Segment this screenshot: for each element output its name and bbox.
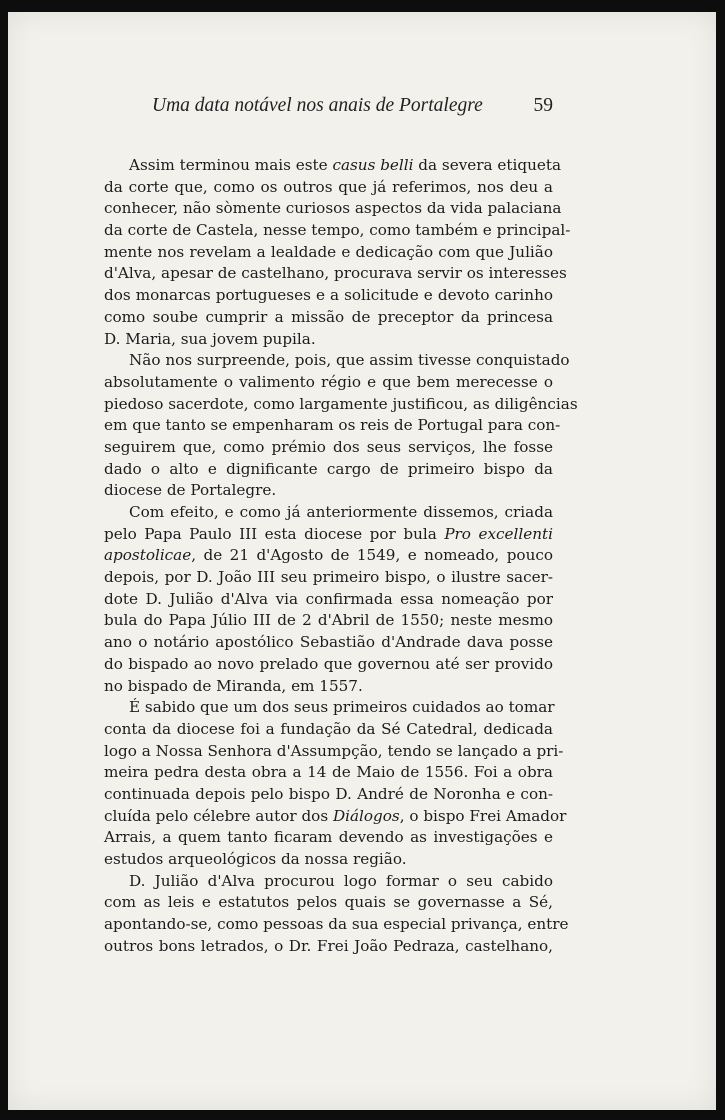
text-line xyxy=(104,394,578,416)
text-line xyxy=(104,762,553,784)
paragraph xyxy=(104,697,567,871)
text-run: conhecer, não sòmente curiosos aspectos da vida palaciana xyxy=(104,199,562,218)
text-line xyxy=(104,502,553,524)
text-run: logo a Nossa Senhora d'Assumpção, tendo se lançado a pri- xyxy=(104,741,564,760)
running-title: Uma data notável nos anais de Portalegre xyxy=(152,95,483,116)
text-line xyxy=(104,220,571,242)
text-run: Com efeito, e como já anteriormente dissemos, criada xyxy=(129,503,553,521)
text-line xyxy=(104,263,567,285)
text-line xyxy=(104,372,553,394)
text-line xyxy=(104,415,561,437)
paragraph xyxy=(104,350,578,502)
text-line xyxy=(104,177,553,199)
text-line xyxy=(104,350,570,372)
text-line xyxy=(104,307,553,329)
text-line xyxy=(104,198,562,220)
text-run: cluída pelo célebre autor dos xyxy=(104,806,333,825)
text-line xyxy=(104,741,564,763)
text-line xyxy=(104,936,553,958)
text-line xyxy=(104,806,567,828)
paragraph xyxy=(104,871,569,958)
text-line xyxy=(104,459,553,481)
text-run: no bispado de Miranda, em 1557. xyxy=(104,676,363,695)
book-page xyxy=(8,12,716,1110)
italic-text: casus belli xyxy=(332,156,414,174)
text-run: como soube cumprir a missão de preceptor da princesa xyxy=(104,307,553,326)
text-run: dote D. Julião d'Alva via confirmada essa nomeação por xyxy=(104,589,553,608)
text-run: Arrais, a quem tanto ficaram devendo as investigações e xyxy=(104,828,553,847)
text-line xyxy=(104,242,553,264)
text-line xyxy=(104,871,553,893)
italic-text: Diálogos xyxy=(332,806,400,825)
text-run: continuada depois pelo bispo D. André de Noronha e con- xyxy=(104,784,553,803)
text-line xyxy=(104,784,553,806)
text-run: outros bons letrados, o Dr. Frei João Pedraza, castelhano, xyxy=(104,936,553,955)
text-run: D. Julião d'Alva procurou logo formar o seu cabido xyxy=(129,871,553,890)
text-line xyxy=(104,155,562,177)
text-run: da corte que, como os outros que já referimos, nos deu a xyxy=(104,177,553,196)
page-number: 59 xyxy=(533,95,553,116)
body-text xyxy=(104,155,578,957)
text-run: do bispado ao novo prelado que governou até ser provido xyxy=(104,654,553,673)
text-run: pelo Papa Paulo III esta diocese por bula xyxy=(104,524,445,543)
text-line xyxy=(104,567,553,589)
text-line xyxy=(104,849,553,871)
text-run: dos monarcas portugueses e a solicitude e devoto carinho xyxy=(104,286,553,305)
text-run: , o bispo Frei Amador xyxy=(399,806,567,825)
text-line xyxy=(104,632,553,654)
text-run: D. Maria, sua jovem pupila. xyxy=(104,329,316,348)
italic-text: Pro excellenti xyxy=(444,524,553,543)
text-line xyxy=(104,827,553,849)
text-run: depois, por D. João III seu primeiro bispo, o ilustre sacer- xyxy=(104,568,553,587)
text-run: estudos arqueológicos da nossa região. xyxy=(104,850,407,868)
text-run: da severa etiqueta xyxy=(413,156,562,174)
paragraph xyxy=(104,502,553,697)
text-run: ano o notário apostólico Sebastião d'Andrade dava posse xyxy=(104,633,553,652)
text-run: seguirem que, como prémio dos seus serviços, lhe fosse xyxy=(104,437,553,456)
text-line xyxy=(104,676,553,698)
text-run: em que tanto se empenharam os reis de Portugal para con- xyxy=(104,416,561,435)
text-run: absolutamente o valimento régio e que bem merecesse o xyxy=(104,372,553,391)
text-line xyxy=(104,285,553,307)
text-run: Assim terminou mais este xyxy=(129,156,333,174)
text-run: piedoso sacerdote, como largamente justificou, as diligências xyxy=(104,394,578,413)
text-line xyxy=(104,545,553,567)
text-line xyxy=(104,437,553,459)
paragraph xyxy=(104,155,571,350)
text-line xyxy=(104,524,553,546)
text-run: , de 21 d'Agosto de 1549, e nomeado, pouco xyxy=(191,546,553,565)
text-run: dado o alto e dignificante cargo de primeiro bispo da xyxy=(104,459,553,478)
text-line xyxy=(104,654,553,676)
text-run: apontando-se, como pessoas da sua especial privança, entre xyxy=(104,915,569,934)
text-run: Não nos surpreende, pois, que assim tivesse conquistado xyxy=(129,351,570,370)
text-run: diocese de Portalegre. xyxy=(104,481,277,500)
text-line xyxy=(104,610,553,632)
text-run: meira pedra desta obra a 14 de Maio de 1556. Foi a obra xyxy=(104,763,553,782)
italic-text: apostolicae xyxy=(104,546,192,565)
text-run: mente nos revelam a lealdade e dedicação com que Julião xyxy=(104,242,553,261)
text-line xyxy=(104,719,553,741)
text-line xyxy=(104,589,553,611)
text-run: com as leis e estatutos pelos quais se governasse a Sé, xyxy=(104,893,553,912)
text-run: É sabido que um dos seus primeiros cuidados ao tomar xyxy=(129,698,555,717)
page-header xyxy=(108,95,553,121)
text-run: conta da diocese foi a fundação da Sé Catedral, dedicada xyxy=(104,719,553,738)
text-run: da corte de Castela, nesse tempo, como também e principal- xyxy=(104,221,571,240)
text-line xyxy=(104,329,553,351)
text-run: d'Alva, apesar de castelhano, procurava servir os interesses xyxy=(104,264,567,283)
text-line xyxy=(104,480,553,502)
text-line xyxy=(104,892,553,914)
text-line xyxy=(104,914,569,936)
text-line xyxy=(104,697,553,719)
text-run: bula do Papa Júlio III de 2 d'Abril de 1550; neste mesmo xyxy=(104,611,553,630)
